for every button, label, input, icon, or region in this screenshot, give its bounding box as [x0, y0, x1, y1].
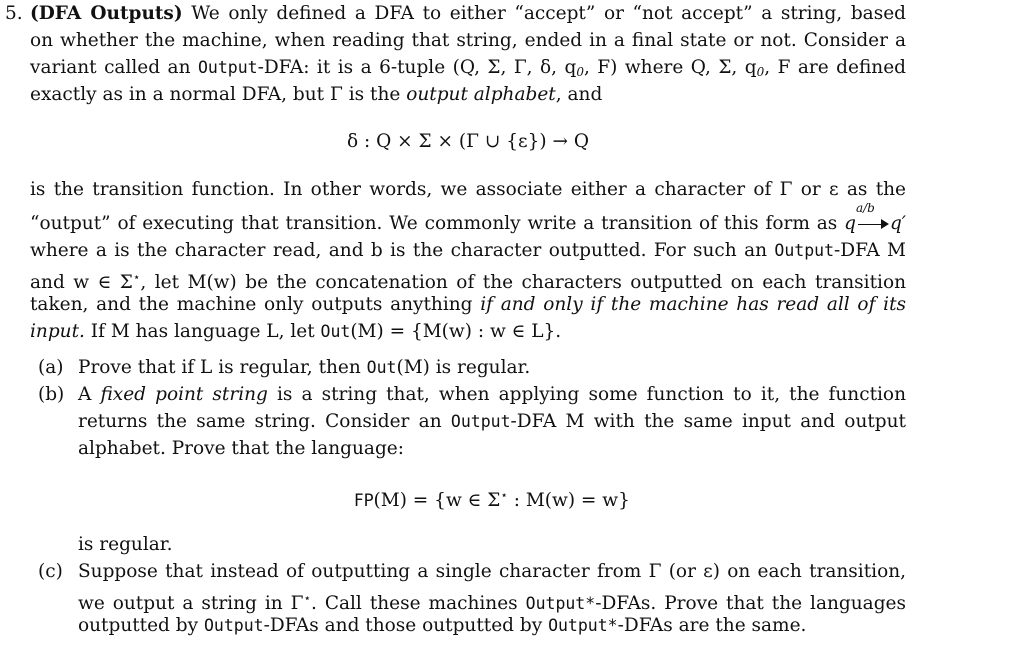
part-c-label: (c)	[38, 561, 63, 582]
intro-text-4a: exactly as in a normal DFA, but Γ is the	[30, 84, 407, 105]
body-line-3	[30, 237, 906, 264]
part-c-line-1: Suppose that instead of outputting a single character from Γ (or ε) on each transition,	[78, 561, 906, 582]
transition-arrow-icon	[855, 201, 890, 231]
intro-line-4	[30, 81, 906, 108]
arrow-label: a/b	[855, 201, 875, 215]
body-text-3a: where a is the character read, and b is the character outputted. For such an	[30, 240, 775, 261]
part-b-text-1a: A	[78, 384, 101, 405]
fixed-point-term: fixed point string	[100, 384, 268, 405]
part-c-text-2c: -DFAs. Prove that the languages	[595, 593, 906, 614]
intro-line-2: on whether the machine, when reading that string, ended in a final state or not. Consider a	[30, 30, 906, 51]
intro-text-3a: variant called an	[30, 57, 198, 78]
part-b-line-2	[78, 408, 906, 435]
body-text-2a: “output” of executing that transition. We commonly write a transition of this form as	[30, 213, 845, 234]
body-line-1: is the transition function. In other words, we associate either a character of Γ or ε as the	[30, 179, 906, 200]
output-alphabet-term: output alphabet	[406, 84, 556, 105]
out-keyword: Out	[366, 358, 397, 377]
transition-function-equation: δ : Q × Σ × (Γ ∪ {ε}) → Q	[347, 131, 589, 152]
part-a-text-b: (M) is regular.	[396, 357, 531, 378]
out-keyword: Out	[320, 322, 351, 341]
part-b-line-4: is regular.	[78, 534, 173, 555]
output-keyword: Output	[774, 241, 835, 260]
problem-number: 5.	[5, 3, 23, 24]
superscript: ⋆	[500, 488, 508, 502]
intro-text-3b: -DFA: it is a 6-tuple (Q, Σ, Γ, δ, q	[257, 57, 577, 78]
subscript: 0	[756, 65, 765, 79]
part-b-text-2a: returns the same string. Consider an	[78, 411, 451, 432]
fp-equation-a: (M) = {w ∈ Σ	[373, 490, 501, 511]
intro-line-1	[30, 0, 906, 27]
body-line-6	[30, 318, 906, 345]
body-text-6-italic: input.	[30, 321, 85, 342]
state-q-prime: q′	[889, 213, 906, 234]
part-c-text-2b: . Call these machines	[310, 593, 526, 614]
part-c-line-3	[78, 612, 906, 639]
output-star-keyword: Output*	[548, 616, 618, 635]
intro-text-1: We only defined a DFA to either “accept” or “not accept” a string, based	[191, 3, 906, 24]
subscript: 0	[576, 65, 584, 79]
superscript: ⋆	[303, 591, 311, 605]
body-text-6a: If M has language L, let	[84, 321, 321, 342]
part-c-text-3b: -DFAs and those outputted by	[263, 615, 549, 636]
problem-title: (DFA Outputs)	[30, 3, 183, 24]
part-b-line-1	[78, 381, 906, 408]
part-a-text	[78, 354, 906, 381]
intro-text-4b: , and	[555, 84, 603, 105]
part-b-text-2b: -DFA M with the same input and output	[510, 411, 906, 432]
body-text-6b: (M) = {M(w) : w ∈ L}.	[350, 321, 562, 342]
body-text-4a: and w ∈ Σ	[30, 272, 133, 293]
fp-equation-b: : M(w) = w}	[507, 490, 630, 511]
body-line-5	[30, 291, 906, 318]
output-keyword: Output	[197, 58, 258, 77]
fixed-point-equation	[78, 482, 906, 514]
part-a-label: (a)	[38, 357, 64, 378]
part-b-text-1b: is a string that, when applying some function to it, the function	[267, 384, 906, 405]
output-keyword: Output	[450, 412, 511, 431]
part-c-text-3c: -DFAs are the same.	[617, 615, 807, 636]
superscript: ⋆	[132, 270, 141, 284]
body-text-4b: , let M(w) be the concatenation of the characters outputted on each transition	[140, 272, 906, 293]
fp-keyword: FP	[354, 491, 374, 510]
intro-text-3d: , F are defined	[764, 57, 906, 78]
part-c-text-2a: we output a string in Γ	[78, 593, 304, 614]
part-a-text-a: Prove that if L is regular, then	[78, 357, 367, 378]
output-star-keyword: Output*	[525, 594, 596, 613]
part-b-line-3: alphabet. Prove that the language:	[78, 438, 404, 459]
body-text-5-italic: if and only if the machine has read all of its	[480, 294, 906, 315]
part-c-text-3a: outputted by	[78, 615, 204, 636]
intro-text-3c: , F) where Q, Σ, q	[583, 57, 757, 78]
output-keyword: Output	[203, 616, 264, 635]
body-text-3b: -DFA M	[834, 240, 906, 261]
body-text-5a: taken, and the machine only outputs anything	[30, 294, 481, 315]
body-line-2	[30, 201, 906, 237]
state-q: q	[844, 213, 856, 234]
part-b-label: (b)	[38, 384, 65, 405]
